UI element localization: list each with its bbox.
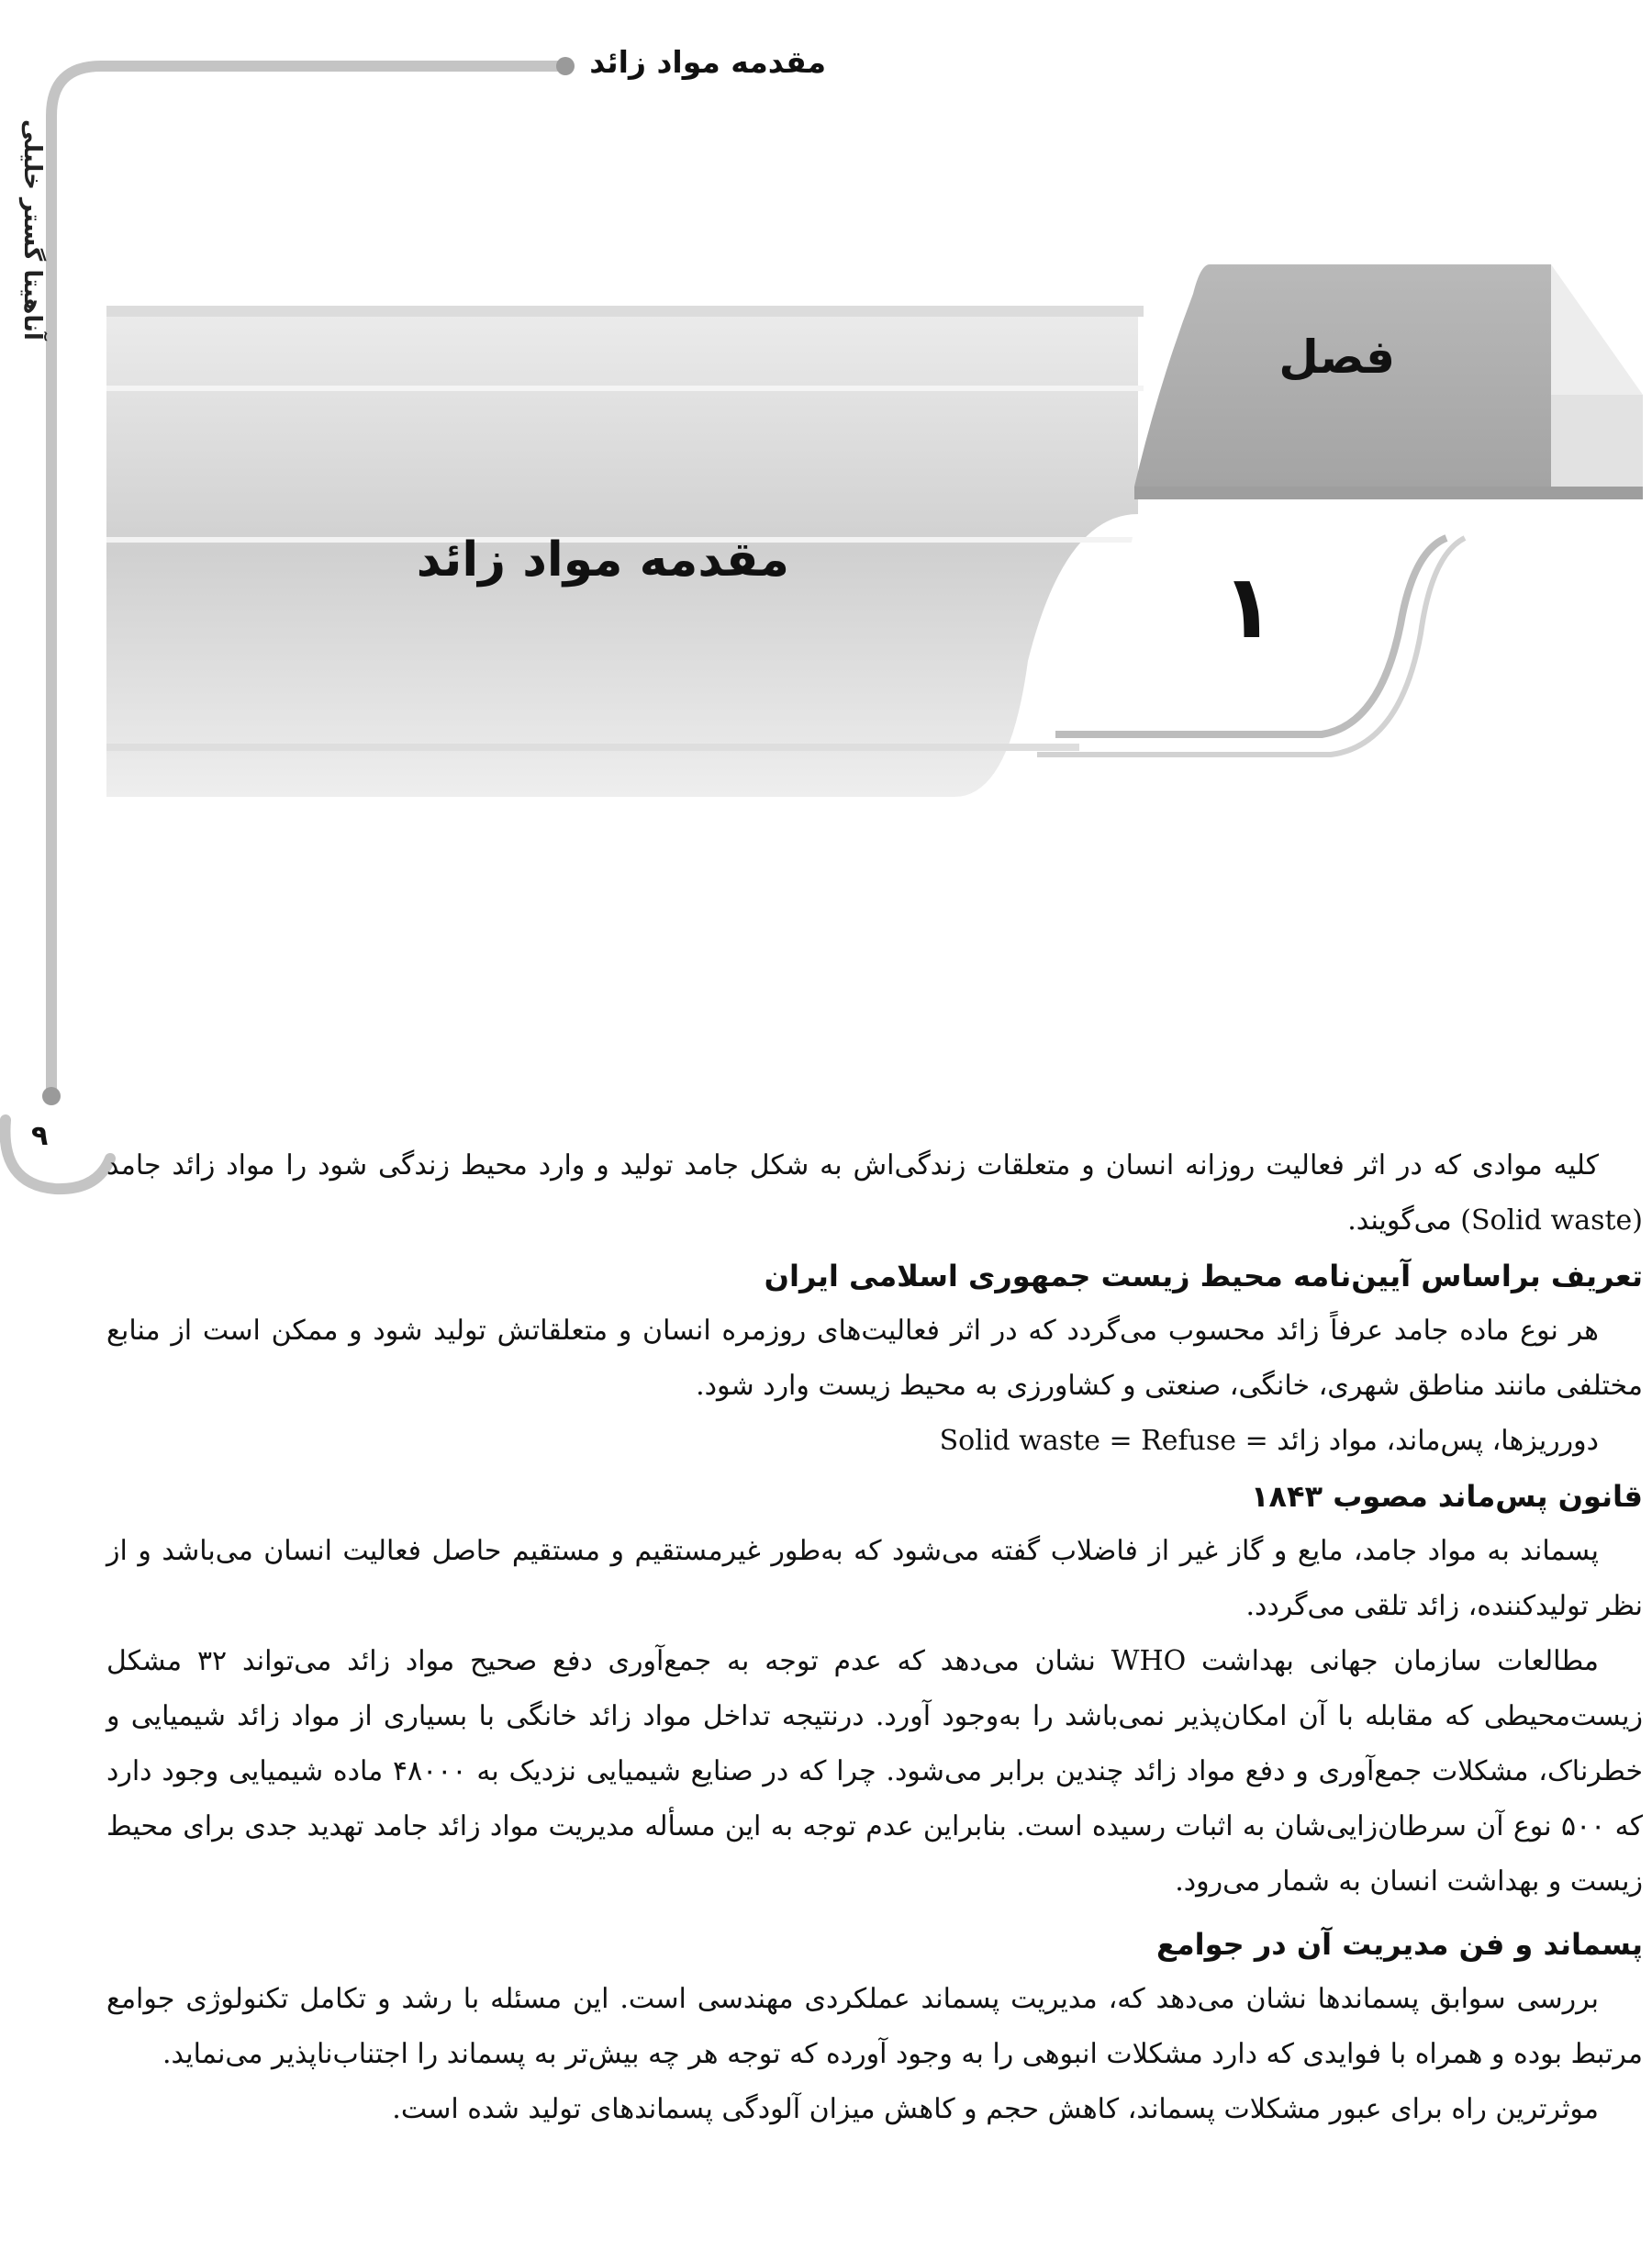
page-number: ۹ <box>31 1120 49 1152</box>
regulation-paragraph: هر نوع ماده جامد عرفاً زائد محسوب می‌گردد که در اثر فعالیت‌های روزمره انسان و متعلقاتش تولید شود و ممکن است از منابع مختلفی مانند مناطق شهری، خانگی، صنعتی و کشاورزی به محیط زیست وارد شود. <box>106 1315 1643 1402</box>
management-paragraph-1: بررسی سوابق پسماندها نشان می‌دهد که، مدیریت پسماند عملکردی مهندسی است. این مسئله با رشد و تکامل تکنولوژی جوامع مرتبط بوده و همراه با فوایدی که دارد مشکلات انبوهی را به وجود آورده که توجه هر چه بیش‌تر به پسماند را اجتناب‌ناپذیر می‌نماید. <box>106 1983 1643 2070</box>
management-paragraph-2: موثرترین راه برای عبور مشکلات پسماند، کاهش حجم و کاهش میزان آلودگی پسماندهای تولید شده است. <box>392 2093 1599 2125</box>
formula-english: Solid waste = Refuse <box>939 1425 1237 1457</box>
synonyms-formula <box>106 1414 1643 1469</box>
formula-persian: دورریزها، پس‌ماند، مواد زائد = <box>1245 1425 1599 1457</box>
chapter-number: ۱ <box>1221 555 1276 658</box>
chapter-banner-graphic <box>0 0 1652 826</box>
section-heading-regulation: تعریف براساس آیین‌نامه محیط زیست جمهوری اسلامی ایران <box>764 1259 1643 1293</box>
law-paragraph-1: پسماند به مواد جامد، مایع و گاز غیر از فاضلاب گفته می‌شود که به‌طور غیرمستقیم و مستقیم حاصل فعالیت انسان می‌باشد و از نظر تولیدکننده، زائد تلقی می‌گردد. <box>106 1535 1643 1622</box>
chapter-title: مقدمه مواد زائد <box>416 532 789 588</box>
section-heading-management: پسماند و فن مدیریت آن در جوامع <box>1155 1927 1643 1962</box>
side-author-name: آناهیتا گستر خلیلی <box>18 119 46 341</box>
body-text <box>106 1138 1643 2137</box>
intro-paragraph: کلیه موادی که در اثر فعالیت روزانه انسان و متعلقات زندگی‌اش به شکل جامد تولید و وارد محیط زندگی شود را مواد زائد جامد (Solid waste) می‌گویند. <box>106 1149 1643 1237</box>
chapter-word: فصل <box>1278 330 1395 384</box>
law-paragraph-2: مطالعات سازمان جهانی بهداشت WHO نشان می‌دهد که عدم توجه به جمع‌آوری دفع صحیح مواد زائد می‌تواند ۳۲ مشکل زیست‌محیطی که مقابله با آن امکان‌پذیر نمی‌باشد را به‌وجود آورد. درنتیجه تداخل مواد زائد خانگی با بسیاری از مواد زائد شیمیایی و خطرناک، مشکلات جمع‌آوری و دفع مواد زائد چندین برابر می‌شود. چرا که در صنایع شیمیایی نزدیک به ۴۸۰۰۰ ماده شیمیایی وجود دارد که ۵۰۰ نوع آن سرطان‌زایی‌شان به اثبات رسیده است. بنابراین عدم توجه به این مسأله مدیریت مواد زائد جامد تهدید جدی برای محیط زیست و بهداشت انسان به شمار می‌رود. <box>106 1645 1644 1898</box>
section-heading-law: قانون پس‌ماند مصوب ۱۸۴۳ <box>1250 1479 1643 1514</box>
running-header-title: مقدمه مواد زائد <box>589 44 826 80</box>
